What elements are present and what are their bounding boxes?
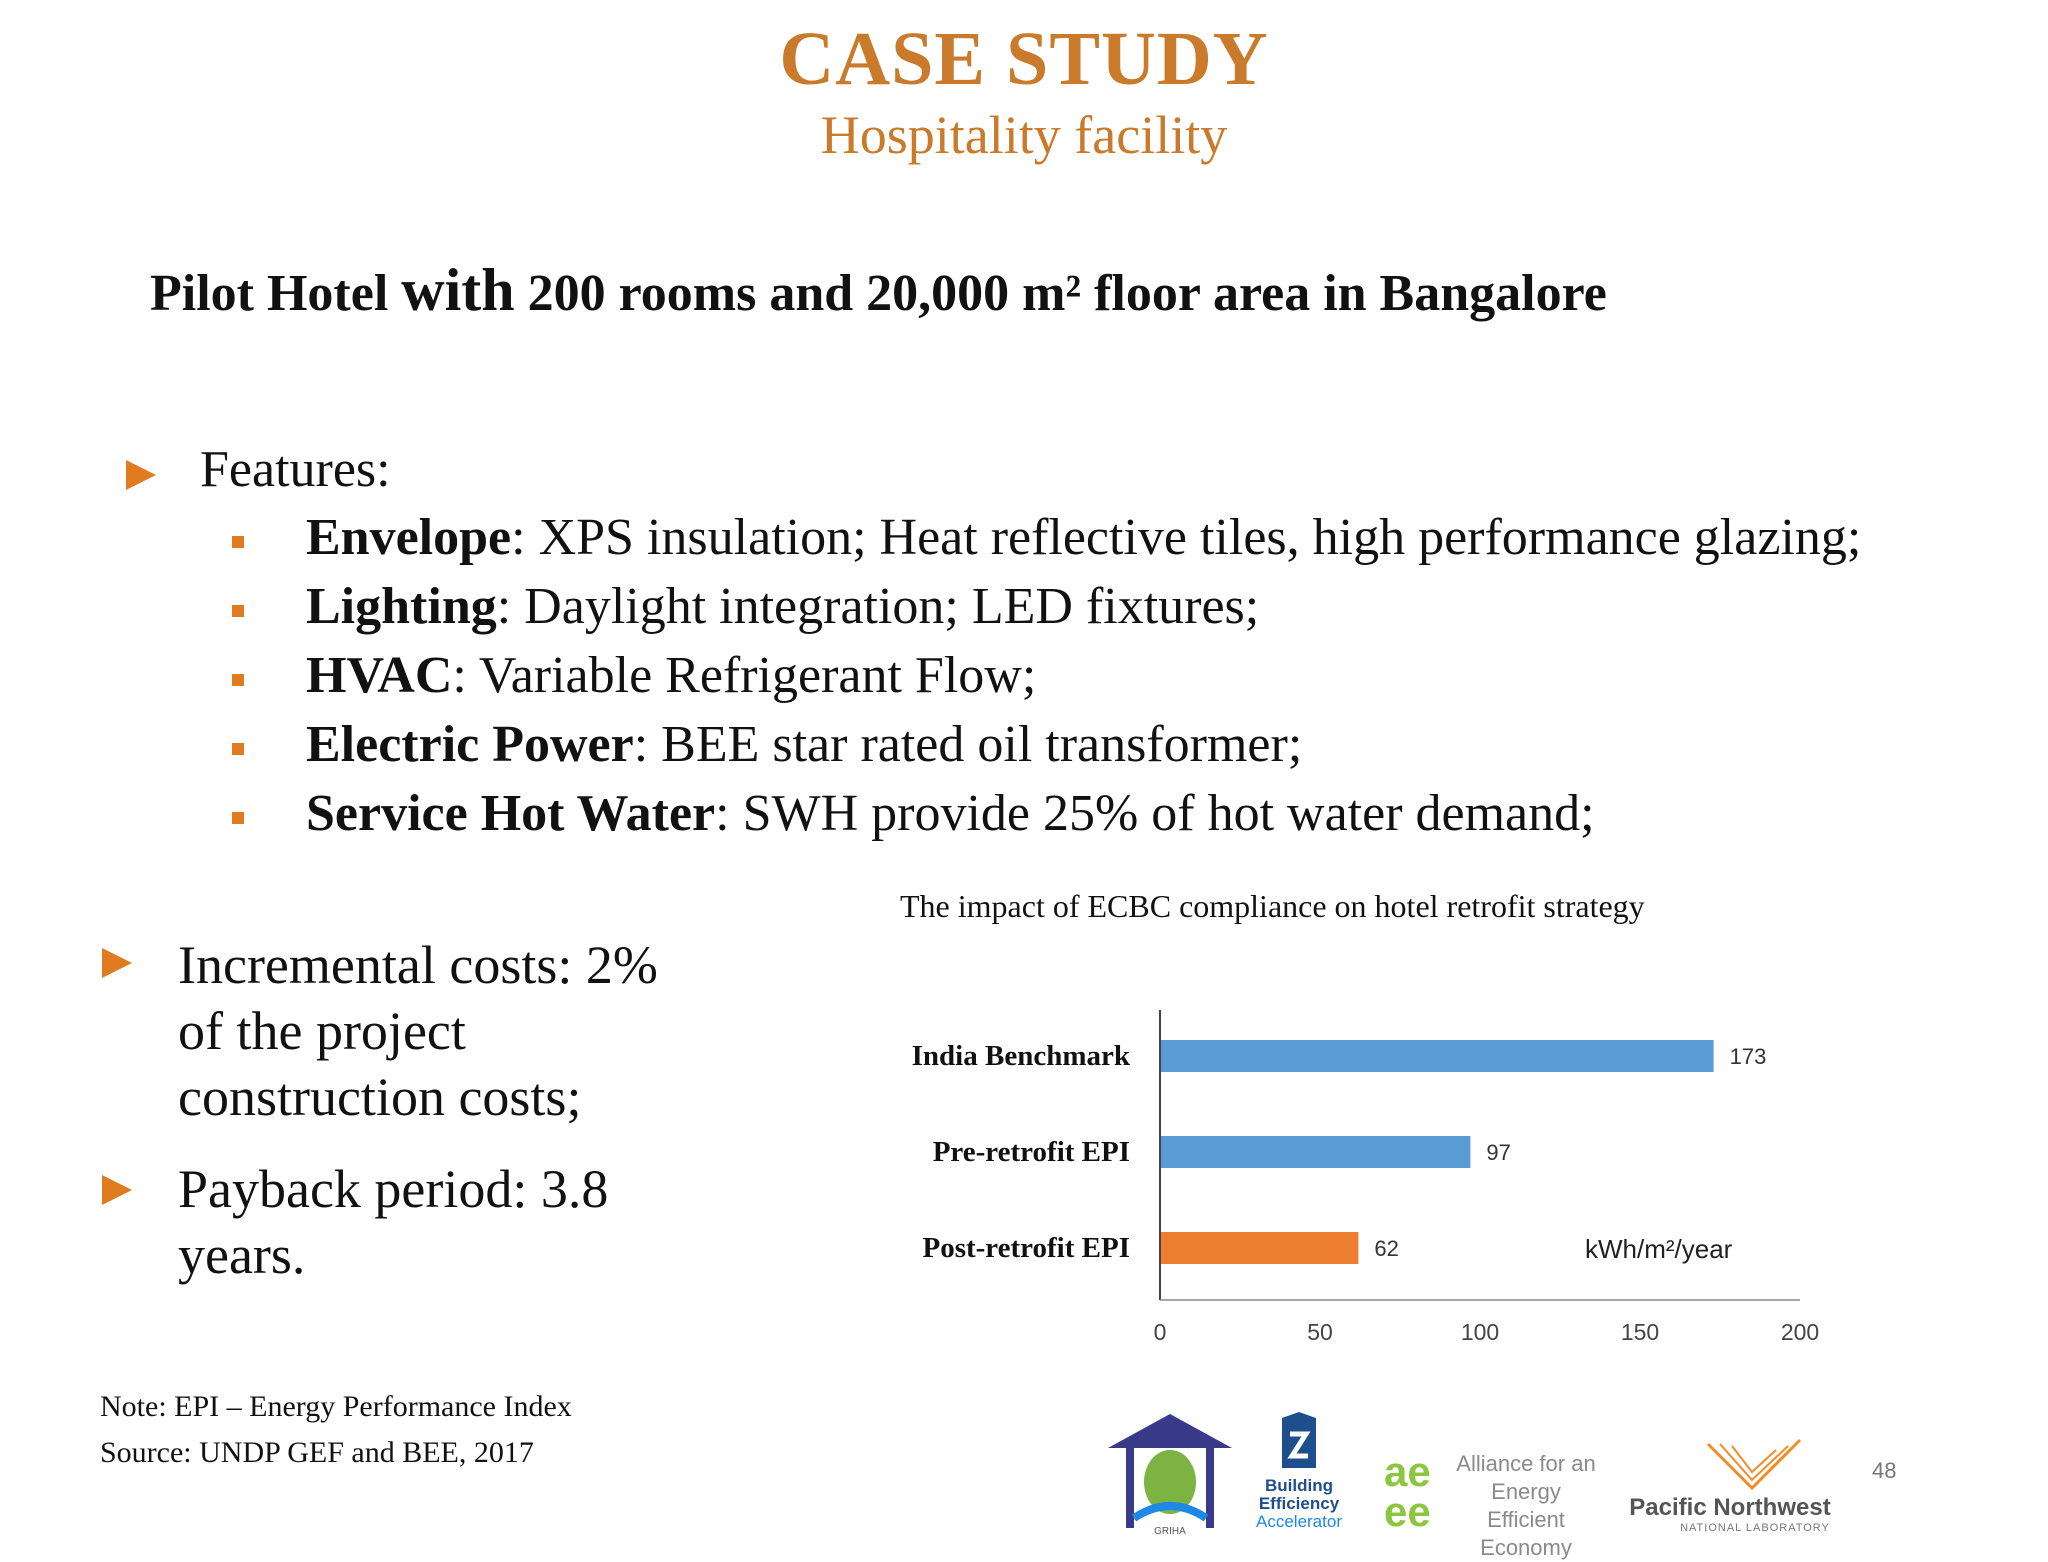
square-bullet-icon <box>232 674 244 686</box>
feature-text: : Daylight integration; LED fixtures; <box>496 578 1260 635</box>
pnnl-logo <box>1610 1436 1850 1536</box>
ae-ee-icon <box>1380 1450 1450 1530</box>
pnnl-line1: Pacific Northwest <box>1629 1494 1831 1521</box>
incremental-line3: construction costs; <box>178 1067 582 1127</box>
features-label: Features: <box>200 441 391 498</box>
incremental-line1: Incremental costs: 2% <box>178 935 658 995</box>
unit-annotation: kWh/m²/year <box>1585 1234 1733 1264</box>
bee-line3: Accelerator <box>1256 1512 1342 1531</box>
svg-text:ee: ee <box>1384 1488 1431 1530</box>
feature-item <box>306 646 1036 705</box>
triangle-bullet-icon <box>126 460 156 490</box>
bee-line1: Building <box>1265 1476 1333 1495</box>
square-bullet-icon <box>232 605 244 617</box>
x-tick-label: 150 <box>1620 1319 1660 1345</box>
feature-term: Electric Power <box>306 716 634 773</box>
svg-text:ae: ae <box>1384 1450 1431 1495</box>
square-bullet-icon <box>232 743 244 755</box>
ase-line1: Alliance for an <box>1456 1451 1596 1476</box>
feature-item <box>306 577 1259 636</box>
feature-text: : SWH provide 25% of hot water demand; <box>715 785 1595 842</box>
page-subtitle: Hospitality facility <box>820 105 1228 165</box>
ase-line2: Energy Efficient <box>1487 1479 1565 1532</box>
headline <box>150 256 1607 325</box>
feature-text: : BEE star rated oil transformer; <box>633 716 1303 773</box>
headline-part1: Pilot Hotel <box>150 265 402 322</box>
feature-item <box>306 508 1861 567</box>
x-ticks-group <box>1154 1319 1820 1345</box>
payback-period <box>178 1156 608 1288</box>
bars-group <box>1160 1040 1766 1264</box>
bar-post-retrofit-epi <box>1160 1232 1358 1264</box>
building-efficiency-icon <box>1244 1412 1354 1472</box>
feature-term: Lighting <box>306 578 497 635</box>
ase-line3: Economy <box>1480 1535 1572 1560</box>
source-line: Source: UNDP GEF and BEE, 2017 <box>100 1436 534 1469</box>
bar-india-benchmark <box>1160 1040 1714 1072</box>
headline-part2: with <box>401 257 515 323</box>
square-bullet-icon <box>232 812 244 824</box>
pnnl-line2: NATIONAL LABORATORY <box>1680 1522 1830 1534</box>
page-number: 48 <box>1872 1458 1897 1483</box>
feature-text: : XPS insulation; Heat reflective tiles, high performance glazing; <box>511 509 1862 566</box>
triangle-bullet-icon <box>102 948 132 978</box>
category-label-india-benchmark: India Benchmark <box>911 1040 1130 1072</box>
feature-item <box>306 715 1302 774</box>
x-tick-label: 200 <box>1780 1319 1820 1345</box>
triangle-bullet-icon <box>102 1175 132 1205</box>
footnote <box>100 1384 572 1476</box>
x-tick-label: 0 <box>1153 1319 1167 1345</box>
feature-term: Service Hot Water <box>306 785 716 842</box>
incremental-costs <box>178 932 658 1130</box>
payback-line2: years. <box>178 1225 306 1285</box>
payback-line1: Payback period: 3.8 <box>178 1159 609 1219</box>
headline-part3: 200 rooms and 20,000 m² floor area in Bangalore <box>514 265 1607 322</box>
bar-chart <box>1100 1000 1860 1360</box>
feature-term: Envelope <box>306 509 512 566</box>
feature-item <box>306 784 1595 843</box>
category-label-pre-retrofit: Pre-retrofit EPI <box>932 1136 1130 1168</box>
bee-line2: Efficiency <box>1258 1494 1340 1513</box>
gov-logo-label: GRIHA <box>1154 1526 1186 1536</box>
bee-logo-text <box>1244 1477 1354 1531</box>
bar-pre-retrofit-epi <box>1160 1136 1470 1168</box>
square-bullet-icon <box>232 536 244 548</box>
value-label: 62 <box>1374 1236 1399 1261</box>
ase-logo-text <box>1452 1450 1600 1562</box>
feature-term: HVAC <box>306 647 453 704</box>
x-tick-label: 100 <box>1460 1319 1500 1345</box>
pnnl-mark-icon <box>1700 1436 1810 1496</box>
page-title: CASE STUDY <box>779 17 1269 101</box>
value-label: 97 <box>1486 1140 1511 1165</box>
value-label: 173 <box>1729 1044 1767 1069</box>
government-logo <box>1100 1408 1240 1536</box>
feature-text: : Variable Refrigerant Flow; <box>452 647 1037 704</box>
category-label-post-retrofit: Post-retrofit EPI <box>922 1232 1130 1264</box>
x-tick-label: 50 <box>1307 1319 1333 1345</box>
chart-title: The impact of ECBC compliance on hotel retrofit strategy <box>900 888 1645 924</box>
bee-logo <box>1244 1412 1354 1536</box>
note-line: Note: EPI – Energy Performance Index <box>100 1390 572 1423</box>
ase-logo <box>1380 1444 1600 1560</box>
incremental-line2: of the project <box>178 1001 466 1061</box>
